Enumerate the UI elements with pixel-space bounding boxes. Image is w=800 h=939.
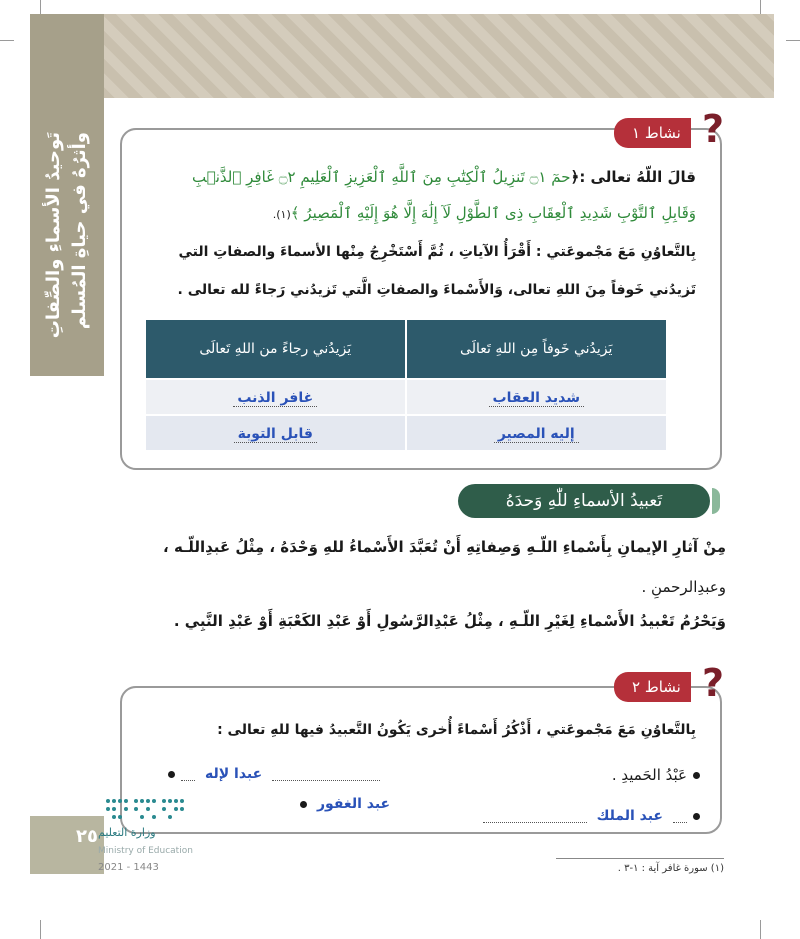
table-header-row [145,320,666,379]
section-paragraph-3: وَيَحْرُمُ تَعْبيدُ الأَسْماءِ لِغَيْرِ اللّـهِ ، مِثْلُ عَبْدِالرَّسُولِ أَوْ عَبْدِ الكَعْبَةِ أَوْ عَبْدِ النَّبِي . [173,612,726,630]
edition-year: 2021 - 1443 [98,862,159,873]
ministry-name-en: Ministry of Education [98,846,193,856]
crop-mark [40,0,41,14]
activity2-instruction: بِالتَّعاوُنِ مَعَ مَجْموعَتي ، أَذْكُرُ أَسْماءً أُخرى يَكُونُ التَّعبيدُ فيها للهِ تعالى : [217,722,696,738]
activity2-badge: نشاط ٢ [614,672,691,702]
footnote: (١) سورة غافر آية : ١-٣ . [556,858,724,874]
page-number: ٢٥ [76,826,98,847]
chapter-title-line2: وأثرُهُ في حياةِ المُسلم [69,131,90,330]
table-cell: شديد العقاب [406,379,667,415]
verse-line-2: وَقَابِلِ ٱلتَّوْبِ شَدِيدِ ٱلْعِقَابِ ذِى ٱلطَّوْلِ لَآ إِلَٰهَ إِلَّا هُوَ إِلَيْهِ ٱلْمَصِيرُ ﴾(١). [272,204,696,222]
section-heading: تَعبيدُ الأسماءِ للّٰهِ وَحدَهُ [458,484,710,518]
table-row [145,379,666,415]
table-cell: قابل التوبة [145,415,406,450]
list-item [483,808,700,824]
question-mark-icon: ? [701,661,725,705]
ministry-name-ar: وزارة التعليم [98,826,156,839]
answer-text: عبدا لإله [205,766,263,782]
list-item [612,766,700,784]
table-cell: غافر الذنب [145,379,406,415]
list-item [168,766,380,782]
crop-mark [786,40,800,41]
activity1-instruction-2: تَزيدُني خَوفاً مِنَ اللهِ تعالى، وَالأَسْماءَ والصفاتِ الَّتي تَزيدُني رَجاءً لله تعالى . [177,282,696,298]
crop-mark [40,920,41,939]
crop-mark [760,920,761,939]
crop-mark [760,0,761,14]
activity1-badge: نشاط ١ [614,118,691,148]
question-mark-icon: ? [701,107,725,151]
fear-hope-table [144,320,666,450]
table-cell: إليه المصير [406,415,667,450]
table-header-fear: يَزيدُني خَوفاً مِن اللهِ تَعالَى [406,320,667,379]
section-paragraph-2: وعبدِالرحمنِ . [641,578,726,596]
table-row [145,415,666,450]
section-paragraph-1: مِنْ آثارِ الإيمانِ بِأَسْماءِ اللّـهِ وَصِفاتِهِ أَنْ تُعَبَّدَ الأَسْماءُ للهِ وَحْدَهُ ، مِثْلُ عَبدِاللّـه ، [163,538,726,556]
table-header-hope: يَزيدُني رجاءً من اللهِ تَعالَى [145,320,406,379]
list-item [260,796,394,812]
list-item-text: عَبْدُ الحَميدِ . [611,766,687,784]
answer-text: عبد الغفور [317,796,391,812]
chapter-title [30,110,104,360]
answer-text: عبد الملك [596,808,663,824]
top-header-band [30,14,774,98]
verse-line-1: قالَ اللّهُ تعالى :﴿حمٓ ۝١ تَنزِيلُ ٱلْكِتَٰبِ مِنَ ٱللَّهِ ٱلْعَزِيزِ ٱلْعَلِيمِ ۝٢ غَافِرِ ٱلذَّنۢبِ [192,168,696,186]
crop-mark [0,40,14,41]
activity1-instruction-1: بِالتَّعاوُنِ مَعَ مَجْموعَتي : أَقْرَأُ الآياتِ ، ثُمَّ أَسْتَخْرِجُ مِنْها الأسماءَ والصفاتِ التي [178,244,696,260]
chapter-title-line1: تَوحيدُ الأسماءِ والصِّفاتِ [43,131,64,339]
